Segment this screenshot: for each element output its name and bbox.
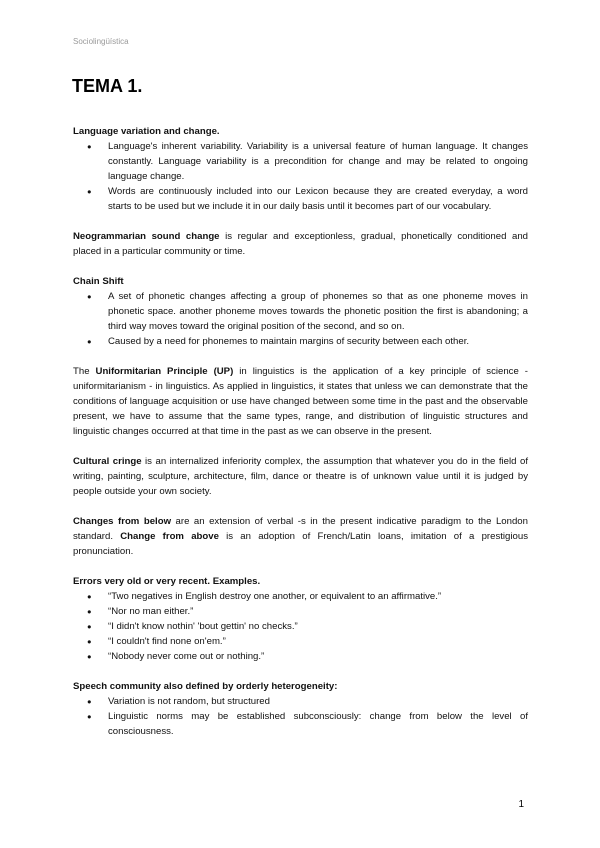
neogrammarian-term: Neogrammarian sound change [73, 231, 220, 242]
page-title: TEMA 1. [72, 76, 143, 96]
list-item: ● Caused by a need for phonemes to maintain margins of security between each other. [73, 334, 528, 349]
cultural-cringe-term: Cultural cringe [73, 456, 142, 467]
errors-list [73, 589, 528, 664]
changes-below-term: Changes from below [73, 516, 172, 527]
list-item: ● Variation is not random, but structured [73, 694, 528, 709]
uniformitarian-text: in linguistics is the application of a key principle of science - uniformitarianism - in linguistics. As applied in linguistics, it states that unless we can demonstrate that the conditions of language acquisition or use have changed between some time in the past and the observable present, we have to assume that the same types, range, and distribution of linguistic structures and linguistic changes occurred at that time in the past as we can observe in the present. [73, 366, 528, 437]
list-item: ● Language's inherent variability. Variability is a universal feature of human language. It changes constantly. Language variability is a precondition for change and may be related to ongoing language change. [73, 139, 528, 184]
changes-above-term: Change from above [120, 531, 219, 542]
list-item: ● “I didn't know nothin' 'bout gettin' no checks.” [73, 619, 528, 634]
cultural-cringe-text: is an internalized inferiority complex, the assumption that whatever you do in the field of writing, painting, sculpture, architecture, film, dance or theatre is of unknown value until it is judged by people outside your own society. [73, 456, 528, 497]
uniformitarian-term: Uniformitarian Principle (UP) [95, 366, 234, 377]
variation-list [73, 139, 528, 214]
cultural-cringe-paragraph [73, 454, 528, 499]
list-item: ● “Nobody never come out or nothing.” [73, 649, 528, 664]
chain-shift-heading: Chain Shift [73, 276, 124, 287]
errors-heading: Errors very old or very recent. Examples. [73, 576, 261, 587]
neogrammarian-text: is regular and exceptionless, gradual, phonetically conditioned and placed in a particular community or time. [73, 231, 528, 257]
document-body [73, 124, 528, 739]
list-item: ● “Two negatives in English destroy one another, or equivalent to an affirmative.” [73, 589, 528, 604]
running-header: Sociolingüística [73, 37, 129, 46]
page-number: 1 [518, 799, 524, 810]
list-item: ● A set of phonetic changes affecting a group of phonemes so that as one phoneme moves in phonetic space. another phoneme moves towards the phonetic position the first is abandoning; a third way moves toward the original position of the second, and so on. [73, 289, 528, 334]
list-item: ● “Nor no man either.” [73, 604, 528, 619]
changes-above-text: is an adoption of French/Latin loans, imitation of a prestigious pronunciation. [73, 531, 528, 557]
list-item: ● Words are continuously included into our Lexicon because they are created everyday, a word starts to be used but we include it in our daily basis until it becomes part of our vocabulary. [73, 184, 528, 214]
speech-community-list [73, 694, 528, 739]
changes-below-text: are an extension of verbal -s in the present indicative paradigm to the London standard. [73, 516, 528, 542]
uniformitarian-paragraph [73, 364, 528, 439]
neogrammarian-paragraph [73, 229, 528, 259]
speech-community-heading: Speech community also defined by orderly heterogeneity: [73, 681, 338, 692]
list-item: ● “I couldn't find none on'em.” [73, 634, 528, 649]
uniformitarian-prefix: The [73, 366, 96, 377]
chain-shift-list [73, 289, 528, 349]
list-item: ● Linguistic norms may be established subconsciously: change from below the level of consciousness. [73, 709, 528, 739]
variation-heading: Language variation and change. [73, 126, 220, 137]
changes-paragraph [73, 514, 528, 559]
